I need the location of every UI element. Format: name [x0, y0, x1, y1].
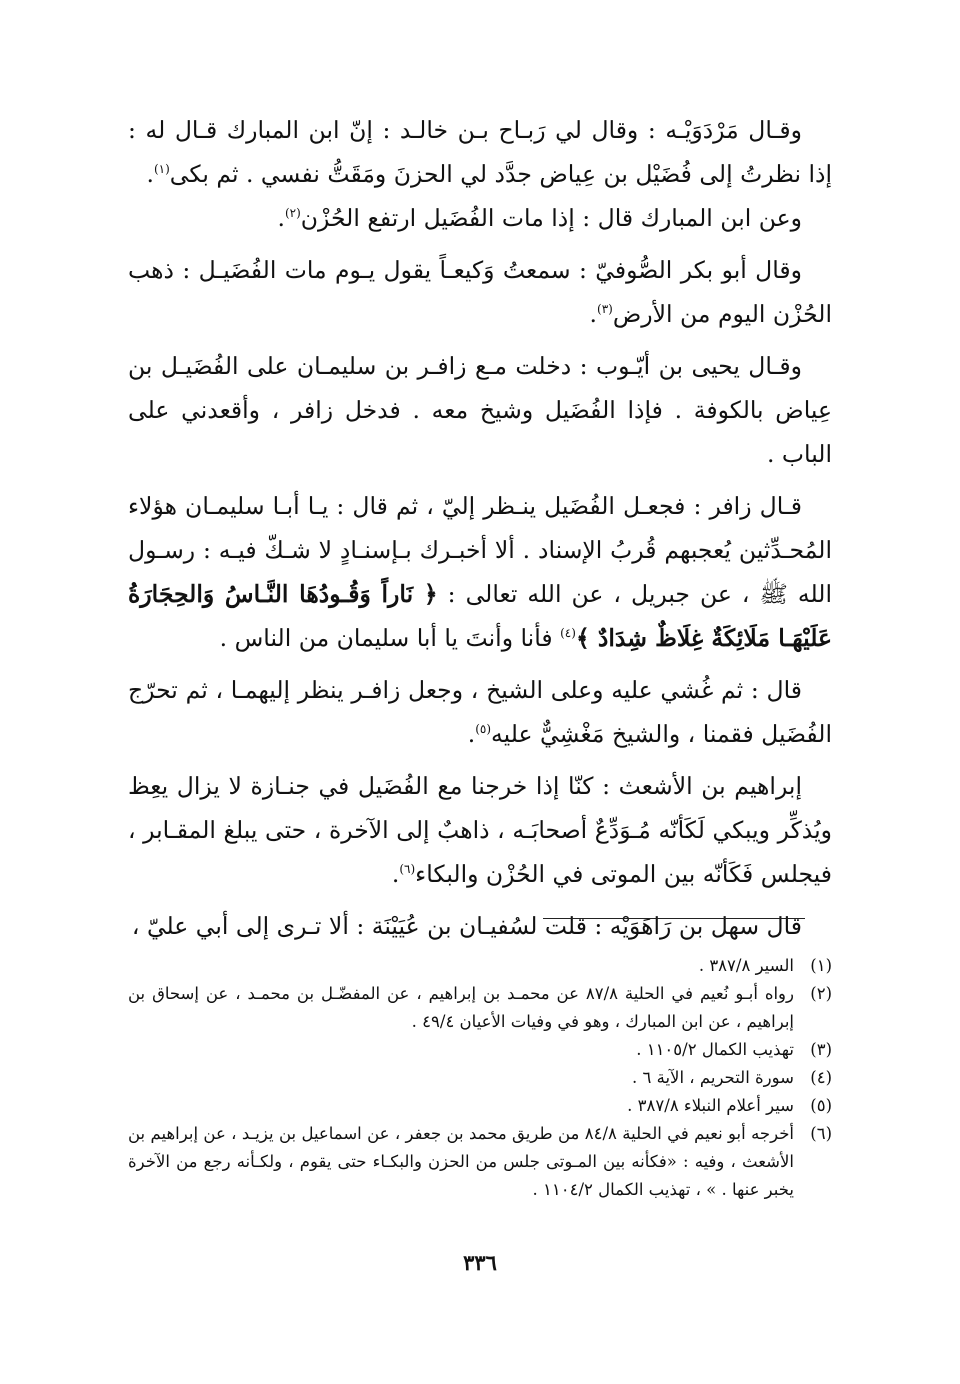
paragraph: قال سهل بن رَاهَوَيْه : قلت لسُفيـان بن عُيَيْنَة : ألا تـرى إلى أبي عليّ ،: [131, 912, 802, 940]
paragraph: قال : ثم غُشي عليه وعلى الشيخ ، وجعل زافـر ينظر إليهمـا ، ثم تحرّج الفُضَيل فقمنا ، والشيخ مَغْشِيٌّ عليه$^{(٥)}$.: [128, 676, 832, 748]
footnote: (١) السير ٣٨٧/٨ .: [698, 956, 832, 975]
quran-verse: ﴿ نَاراً وَقُـودُهَا النَّـاسُ وَالحِجَارَةُ عَلَيْهَـا مَلَائِكَةٌ غِلَاظٌ شِدَادٌ ﴾: [128, 580, 832, 652]
footnote-ref[interactable]: (١): [153, 162, 170, 177]
paragraph: وقـال يحيى بن أيّـوب : دخلت مـع زافـر بن سليمـان على الفُضَيـل بن عِياض بالكوفة . فإذا الفُضَيل وشيخ معه . فدخل زافر ، وأقعدني على الباب .: [128, 352, 832, 468]
footnote: (٦) أخرجه أبو نعيم في الحلية ٨٤/٨ من طريق محمد بن جعفر ، عن اسماعيل بن يزيـد ، عن إبراهيم بن الأشعث ، وفيه : «فكأنه بين المـوتى جلس من الحزن والبكـاء حتى يقوم ، ولكـأنه رجع من الآخرة يخبر عنها . » ، تهذيب الكمال ١١٠٤/٢ .: [128, 1124, 832, 1199]
footnotes: [128, 952, 832, 1204]
footnote: (٣) تهذيب الكمال ١١٠٥/٢ .: [636, 1040, 832, 1059]
page-number: ٣٣٦: [463, 1250, 497, 1275]
paragraph: وقـال مَرْدَوَيْـه : وقال لي رَبـاح بـن خالـد : إنّ ابن المبارك قـال له : إذا نظرتُ إلى فُضَيْل بن عِياض جدَّد لي الحزنَ ومَقَتُّ نفسي . ثم بكى$^{(١)}$.: [128, 116, 832, 188]
paragraph: قـال زافر : فجعـل الفُضَيل ينـظر إليّ ، ثم قال : يـا أبـا سليمـان هؤلاء المُحـدِّثين يُعجبهم قُربُ الإسناد . ألا أخبـرك بـإسنـادٍ لا شـكّ فيـه : رسـول الله ﷺ ، عن جبريل ، عن الله تعالى : ﴿ نَاراً وَقُـودُهَا النَّـاسُ وَالحِجَارَةُ عَلَيْهَـا مَلَائِكَةٌ غِلَاظٌ شِدَادٌ ﴾$^{(٤)}$ فأنا وأنتَ يا أبا سليمان من الناس .: [128, 492, 832, 652]
footnote-ref[interactable]: (٢): [284, 206, 301, 221]
paragraph: إبراهيم بن الأشعث : كنّا إذا خرجنا مع الفُضَيل في جنـازة لا يزال يعِظ ويُذكِّر ويبكي لَكَأنّه مُـوَدِّعٌ أصحابَـه ، ذاهبٌ إلى الآخرة ، حتى يبلغ المقـابر ، فيجلس فَكَأنّه بين الموتى في الحُزْن والبكاء$^{(٦)}$.: [128, 772, 832, 888]
footnote-divider: [543, 918, 805, 919]
paragraph: وقال أبو بكر الصُّوفيّ : سمعتُ وَكيعـاً يقول يـوم مات الفُضَيـل : ذهب الحُزْن اليوم من الأرض$^{(٣)}$.: [128, 256, 832, 328]
footnote-ref[interactable]: (٦): [399, 862, 416, 877]
footnote-ref[interactable]: (٣): [597, 302, 613, 317]
footnote-ref[interactable]: (٥): [475, 722, 492, 737]
footnote: (٤) سورة التحريم ، الآية ٦ .: [632, 1068, 832, 1087]
footnote-ref[interactable]: (٤): [560, 626, 576, 641]
paragraph: وعن ابن المبارك قال : إذا مات الفُضَيل ارتفع الحُزْن$^{(٢)}$.: [277, 204, 802, 232]
main-text: [128, 108, 832, 956]
footnote: (٥) سير أعلام النبلاء ٣٨٧/٨ .: [627, 1096, 832, 1115]
footnote: (٢) رواه أبـو نُعيم في الحلية ٨٧/٨ عن محمـد بن إبراهيم ، عن المفضّـل بن محمـد ، عن إسحاق بن إبراهيم ، عن ابن المبارك ، وهو في وفيات الأعيان ٤٩/٤ .: [128, 984, 832, 1031]
